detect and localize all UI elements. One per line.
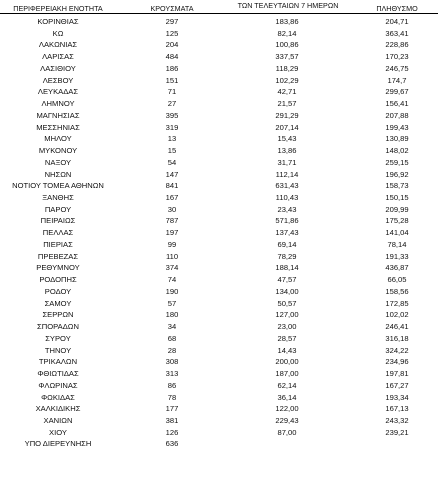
region-cell: ΛΑΣΙΘΙΟΥ xyxy=(40,63,76,73)
cases-cell: 30 xyxy=(167,204,177,214)
cases-cell: 57 xyxy=(167,298,177,308)
region-cell: ΣΠΟΡΑΔΩΝ xyxy=(37,322,79,332)
cases-cell: 484 xyxy=(165,52,179,62)
per-population-cell: 316,18 xyxy=(385,333,409,343)
cases-cell: 190 xyxy=(165,286,179,296)
per-population-cell: 167,13 xyxy=(385,404,409,414)
table-row xyxy=(0,39,438,51)
cases-cell: 177 xyxy=(165,404,179,414)
last7-cell: 112,14 xyxy=(275,169,299,179)
table-row xyxy=(0,345,438,357)
table-row xyxy=(0,28,438,40)
region-cell: ΦΘΙΩΤΙΔΑΣ xyxy=(37,369,79,379)
region-cell: ΜΗΛΟΥ xyxy=(44,134,72,144)
cases-cell: 636 xyxy=(165,439,179,449)
cases-cell: 13 xyxy=(167,134,177,144)
header-region: ΠΕΡΙΦΕΡΕΙΑΚΗ ΕΝΟΤΗΤΑ xyxy=(13,4,103,13)
per-population-cell: 156,41 xyxy=(385,99,409,109)
last7-cell: 229,43 xyxy=(275,415,299,425)
region-cell: ΡΕΘΥΜΝΟΥ xyxy=(36,263,80,273)
per-population-cell: 191,33 xyxy=(385,251,409,261)
last7-cell: 14,43 xyxy=(277,345,297,355)
last7-cell: 102,29 xyxy=(275,75,299,85)
per-population-cell: 130,89 xyxy=(385,134,409,144)
last7-cell: 571,86 xyxy=(275,216,299,226)
per-population-cell: 66,05 xyxy=(387,275,407,285)
table-row xyxy=(0,438,438,450)
per-population-cell: 193,34 xyxy=(385,392,409,402)
cases-cell: 297 xyxy=(165,17,179,26)
per-population-cell: 324,22 xyxy=(385,345,409,355)
table-row xyxy=(0,145,438,157)
table-row xyxy=(0,75,438,87)
region-cell: ΡΟΔΟΥ xyxy=(44,286,72,296)
table-row xyxy=(0,286,438,298)
table-row xyxy=(0,309,438,321)
cases-cell: 86 xyxy=(167,380,177,390)
region-cell: ΧΑΛΚΙΔΙΚΗΣ xyxy=(35,404,81,414)
region-cell: ΠΑΡΟΥ xyxy=(44,204,72,214)
per-population-cell: 199,43 xyxy=(385,122,409,132)
last7-cell: 47,57 xyxy=(277,275,297,285)
last7-cell: 42,71 xyxy=(277,87,297,97)
table-row xyxy=(0,227,438,239)
cases-cell: 381 xyxy=(165,415,179,425)
region-cell: ΛΕΣΒΟΥ xyxy=(42,75,74,85)
last7-cell: 188,14 xyxy=(275,263,299,273)
last7-cell: 100,86 xyxy=(275,40,299,50)
region-cell: ΚΩ xyxy=(52,28,64,38)
table-row xyxy=(0,427,438,439)
last7-cell: 631,43 xyxy=(275,181,299,191)
last7-cell: 137,43 xyxy=(275,228,299,238)
table-row xyxy=(0,403,438,415)
table-row xyxy=(0,274,438,286)
cases-cell: 147 xyxy=(165,169,179,179)
region-cell: ΝΑΞΟΥ xyxy=(44,157,72,167)
header-last7: ΤΩΝ ΤΕΛΕΥΤΑΙΩΝ 7 ΗΜΕΡΩΝ xyxy=(237,1,339,10)
last7-cell: 50,57 xyxy=(277,298,297,308)
cases-cell: 319 xyxy=(165,122,179,132)
last7-cell: 127,00 xyxy=(275,310,299,320)
last7-cell: 122,00 xyxy=(275,404,299,414)
table-row xyxy=(0,392,438,404)
per-population-cell: 243,32 xyxy=(385,415,409,425)
header-divider xyxy=(0,13,438,14)
per-population-cell: 141,04 xyxy=(385,228,409,238)
table-row xyxy=(0,180,438,192)
region-cell: ΜΑΓΝΗΣΙΑΣ xyxy=(36,110,80,120)
region-cell: ΚΟΡΙΝΘΙΑΣ xyxy=(37,17,79,26)
region-cell: ΡΟΔΟΠΗΣ xyxy=(39,275,77,285)
cases-cell: 395 xyxy=(165,110,179,120)
per-population-cell: 148,02 xyxy=(385,146,409,156)
per-population-cell: 259,15 xyxy=(385,157,409,167)
last7-cell: 31,71 xyxy=(277,157,297,167)
per-population-cell: 228,86 xyxy=(385,40,409,50)
region-cell: ΛΑΚΩΝΙΑΣ xyxy=(38,40,78,50)
table-row xyxy=(0,157,438,169)
per-population-cell: 299,67 xyxy=(385,87,409,97)
table-row xyxy=(0,251,438,263)
region-cell: ΦΛΩΡΙΝΑΣ xyxy=(38,380,78,390)
region-cell: ΞΑΝΘΗΣ xyxy=(42,193,74,203)
table-row xyxy=(0,204,438,216)
table-row xyxy=(0,16,438,28)
table-row xyxy=(0,86,438,98)
region-cell: ΠΙΕΡΙΑΣ xyxy=(43,239,73,249)
last7-cell: 28,57 xyxy=(277,333,297,343)
table-body xyxy=(0,16,438,450)
cases-cell: 34 xyxy=(167,322,177,332)
cases-cell: 841 xyxy=(165,181,179,191)
cases-cell: 374 xyxy=(165,263,179,273)
last7-cell: 187,00 xyxy=(275,369,299,379)
cases-cell: 71 xyxy=(167,87,177,97)
cases-cell: 787 xyxy=(165,216,179,226)
table-row xyxy=(0,368,438,380)
table-header xyxy=(0,0,438,14)
per-population-cell: 209,99 xyxy=(385,204,409,214)
cases-cell: 54 xyxy=(167,157,177,167)
cases-cell: 74 xyxy=(167,275,177,285)
per-population-cell: 158,56 xyxy=(385,286,409,296)
last7-cell: 78,29 xyxy=(277,251,297,261)
table-row xyxy=(0,333,438,345)
region-cell: ΣΕΡΡΩΝ xyxy=(42,310,74,320)
region-cell: ΜΥΚΟΝΟΥ xyxy=(38,146,78,156)
per-population-cell: 246,75 xyxy=(385,63,409,73)
table-row xyxy=(0,110,438,122)
header-per-population: ΠΛΗΘΥΣΜΟ xyxy=(376,4,418,13)
per-population-cell: 196,92 xyxy=(385,169,409,179)
region-cell: ΠΕΙΡΑΙΩΣ xyxy=(40,216,76,226)
last7-cell: 69,14 xyxy=(277,239,297,249)
per-population-cell: 234,96 xyxy=(385,357,409,367)
cases-cell: 126 xyxy=(165,427,179,437)
last7-cell: 15,43 xyxy=(277,134,297,144)
table-row xyxy=(0,262,438,274)
last7-cell: 21,57 xyxy=(277,99,297,109)
per-population-cell: 175,28 xyxy=(385,216,409,226)
table-row xyxy=(0,239,438,251)
table-row xyxy=(0,321,438,333)
per-population-cell: 167,27 xyxy=(385,380,409,390)
cases-cell: 167 xyxy=(165,193,179,203)
cases-cell: 27 xyxy=(167,99,177,109)
region-cell: ΧΙΟΥ xyxy=(49,427,67,437)
table-row xyxy=(0,298,438,310)
table-row xyxy=(0,215,438,227)
region-cell: ΦΩΚΙΔΑΣ xyxy=(41,392,75,402)
region-cell: ΛΑΡΙΣΑΣ xyxy=(42,52,74,62)
table-row xyxy=(0,169,438,181)
cases-cell: 125 xyxy=(165,28,179,38)
cases-cell: 186 xyxy=(165,63,179,73)
cases-cell: 15 xyxy=(167,146,177,156)
cases-cell: 99 xyxy=(167,239,177,249)
last7-cell: 23,43 xyxy=(277,204,297,214)
region-cell: ΝΟΤΙΟΥ ΤΟΜΕΑ ΑΘΗΝΩΝ xyxy=(12,181,104,191)
table-row xyxy=(0,98,438,110)
cases-cell: 313 xyxy=(165,369,179,379)
last7-cell: 291,29 xyxy=(275,110,299,120)
region-cell: ΝΗΣΩΝ xyxy=(44,169,72,179)
region-cell: ΛΗΜΝΟΥ xyxy=(41,99,75,109)
last7-cell: 207,14 xyxy=(275,122,299,132)
per-population-cell: 150,15 xyxy=(385,193,409,203)
cases-cell: 110 xyxy=(165,251,179,261)
cases-cell: 151 xyxy=(165,75,179,85)
cases-cell: 180 xyxy=(165,310,179,320)
table-row xyxy=(0,133,438,145)
per-population-cell: 170,23 xyxy=(385,52,409,62)
cases-cell: 308 xyxy=(165,357,179,367)
region-cell: ΣΑΜΟΥ xyxy=(44,298,72,308)
table-row xyxy=(0,380,438,392)
region-cell: ΠΡΕΒΕΖΑΣ xyxy=(37,251,79,261)
region-cell: ΤΡΙΚΑΛΩΝ xyxy=(38,357,78,367)
per-population-cell: 174,7 xyxy=(387,75,407,85)
cases-cell: 28 xyxy=(167,345,177,355)
per-population-cell: 363,41 xyxy=(385,28,409,38)
table-row xyxy=(0,122,438,134)
per-population-cell: 158,73 xyxy=(385,181,409,191)
last7-cell: 82,14 xyxy=(277,28,297,38)
last7-cell: 183,86 xyxy=(275,17,299,26)
header-cases: ΚΡΟΥΣΜΑΤΑ xyxy=(150,4,194,13)
cases-cell: 78 xyxy=(167,392,177,402)
last7-cell: 13,86 xyxy=(277,146,297,156)
region-cell: ΜΕΣΣΗΝΙΑΣ xyxy=(36,122,80,132)
per-population-cell: 197,81 xyxy=(385,369,409,379)
last7-cell: 118,29 xyxy=(275,63,299,73)
last7-cell: 87,00 xyxy=(277,427,297,437)
per-population-cell: 102,02 xyxy=(385,310,409,320)
last7-cell: 337,57 xyxy=(275,52,299,62)
last7-cell: 110,43 xyxy=(275,193,299,203)
per-population-cell: 436,87 xyxy=(385,263,409,273)
region-cell: ΥΠΟ ΔΙΕΡΕΥΝΗΣΗ xyxy=(24,439,92,449)
cases-cell: 197 xyxy=(165,228,179,238)
last7-cell: 36,14 xyxy=(277,392,297,402)
per-population-cell: 207,88 xyxy=(385,110,409,120)
table-row xyxy=(0,51,438,63)
last7-cell: 23,00 xyxy=(277,322,297,332)
region-cell: ΛΕΥΚΑΔΑΣ xyxy=(37,87,79,97)
table-row xyxy=(0,63,438,75)
last7-cell: 62,14 xyxy=(277,380,297,390)
per-population-cell: 78,14 xyxy=(387,239,407,249)
table-row xyxy=(0,192,438,204)
region-cell: ΠΕΛΛΑΣ xyxy=(42,228,74,238)
per-population-cell: 246,41 xyxy=(385,322,409,332)
cases-cell: 204 xyxy=(165,40,179,50)
table-row xyxy=(0,415,438,427)
region-cell: ΧΑΝΙΩΝ xyxy=(43,415,73,425)
per-population-cell: 172,85 xyxy=(385,298,409,308)
last7-cell: 200,00 xyxy=(275,357,299,367)
per-population-cell: 239,21 xyxy=(385,427,409,437)
region-cell: ΤΗΝΟΥ xyxy=(44,345,72,355)
cases-cell: 68 xyxy=(167,333,177,343)
table-row xyxy=(0,356,438,368)
last7-cell: 134,00 xyxy=(275,286,299,296)
per-population-cell: 204,71 xyxy=(385,17,409,26)
region-cell: ΣΥΡΟΥ xyxy=(45,333,71,343)
